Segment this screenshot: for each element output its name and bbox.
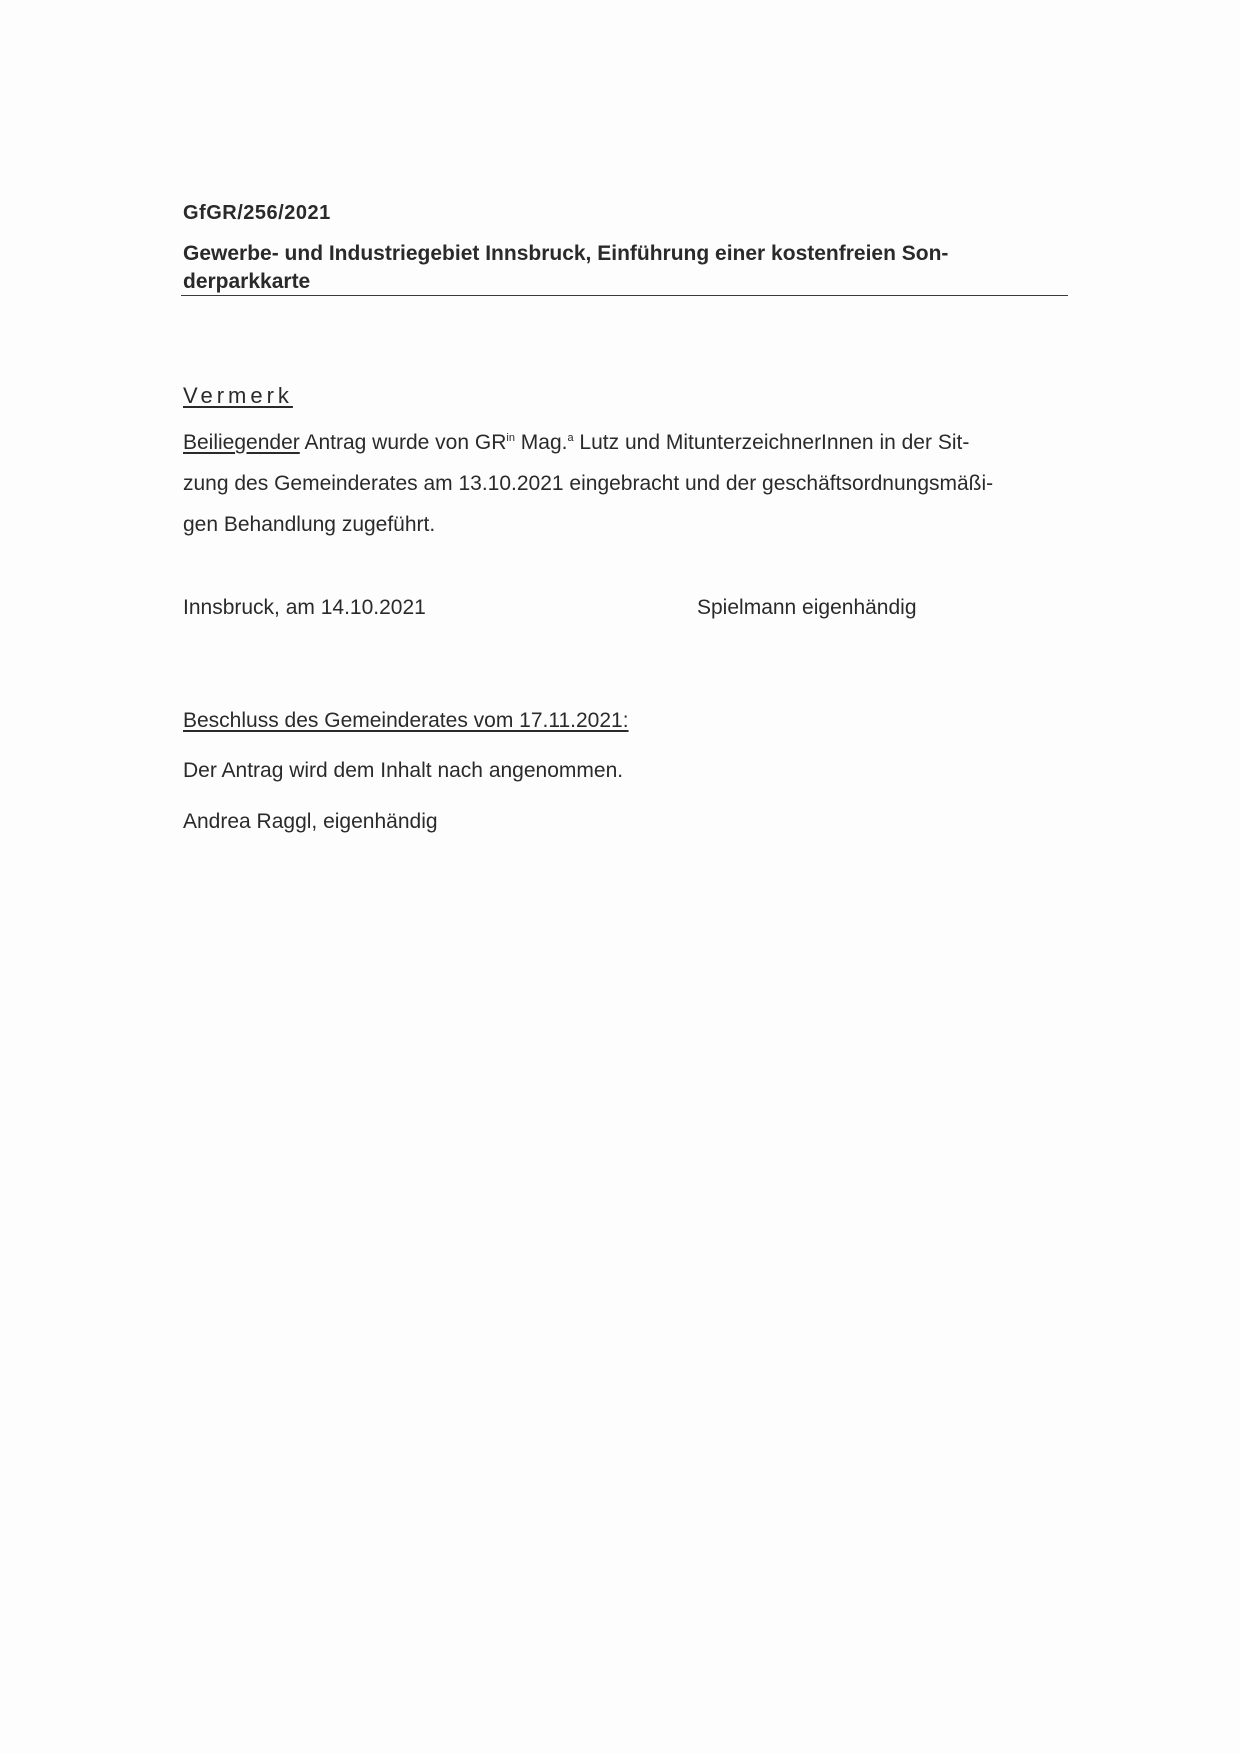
subject-line-1: Gewerbe- und Industriegebiet Innsbruck, Einführung einer kostenfreien Son- xyxy=(183,242,949,265)
vermerk-heading: Vermerk xyxy=(183,383,293,408)
signature-raggl: Andrea Raggl, eigenhändig xyxy=(183,810,438,833)
subject-divider xyxy=(181,295,1068,296)
vermerk-line-2: zung des Gemeinderates am 13.10.2021 eingebracht und der geschäftsordnungsmäßi- xyxy=(183,472,994,495)
subject-line-2: derparkkarte xyxy=(183,270,311,293)
vermerk-body xyxy=(183,418,1063,545)
vermerk-line-3: gen Behandlung zugeführt. xyxy=(183,513,436,536)
mag-superscript: a xyxy=(567,432,574,444)
resolution-heading: Beschluss des Gemeinderates vom 17.11.2021: xyxy=(183,709,629,732)
vermerk-underlined-word: Beiliegender xyxy=(183,431,300,454)
signature-spielmann: Spielmann eigenhändig xyxy=(697,596,917,619)
document-subject xyxy=(183,240,1063,296)
vermerk-line-1-end: Lutz und MitunterzeichnerInnen in der Sit- xyxy=(573,431,970,454)
vermerk-line-1 xyxy=(183,418,1063,463)
mag-title: Mag. xyxy=(514,431,568,454)
document-number: GfGR/256/2021 xyxy=(183,202,331,224)
resolution-text: Der Antrag wird dem Inhalt nach angenommen. xyxy=(183,759,624,782)
gr-superscript: in xyxy=(506,432,515,444)
place-date: Innsbruck, am 14.10.2021 xyxy=(183,596,426,619)
vermerk-line-1-text: Antrag wurde von GR xyxy=(299,431,507,454)
